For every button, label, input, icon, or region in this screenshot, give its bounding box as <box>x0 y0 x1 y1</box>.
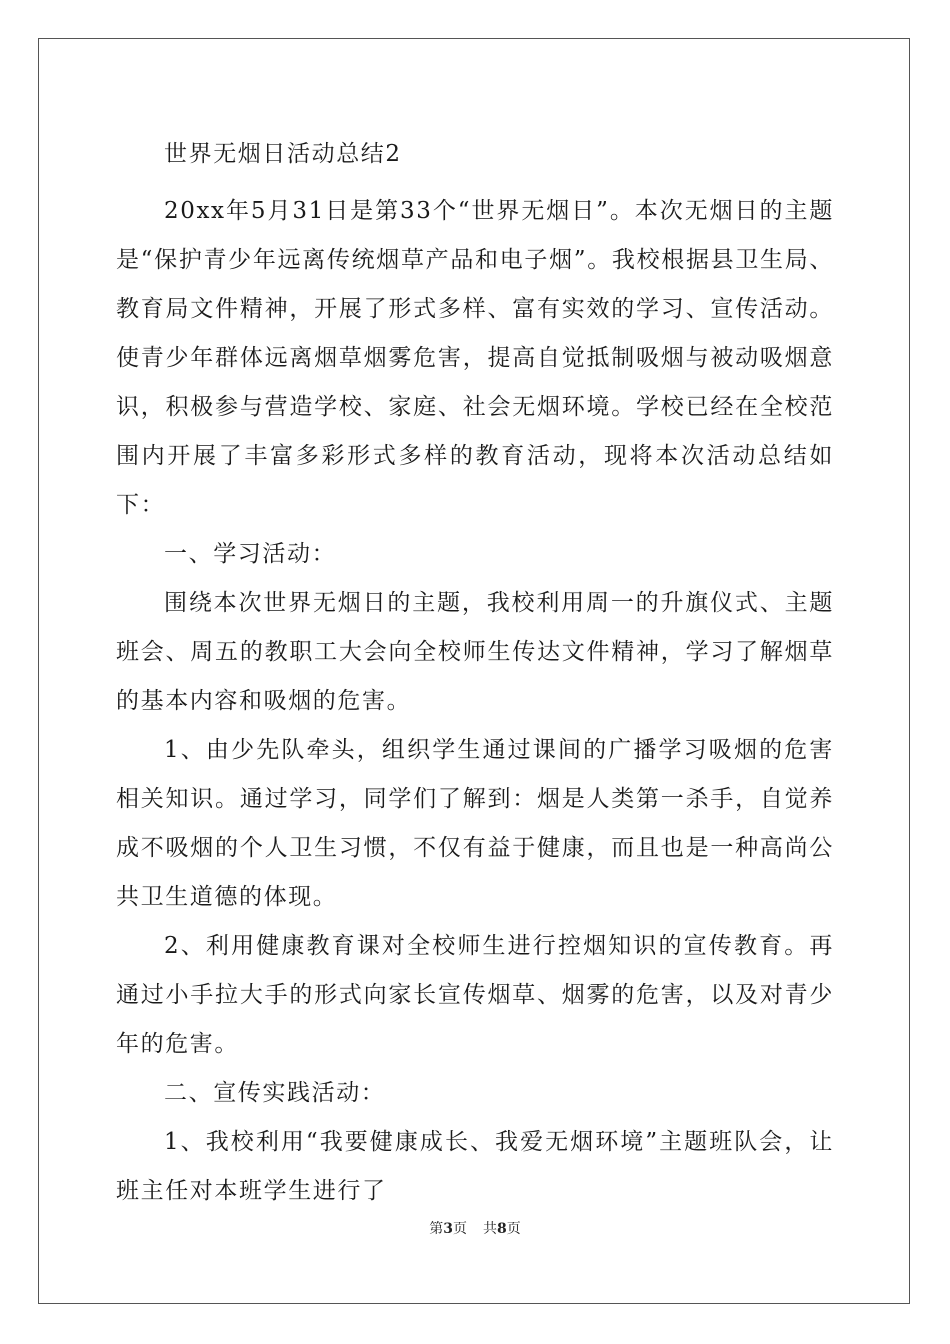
page-suffix: 页 <box>453 1221 467 1237</box>
page-footer <box>0 1218 950 1238</box>
page-current: 3 <box>443 1221 453 1237</box>
paragraph-intro: 20xx年5月31日是第33个“世界无烟日”。本次无烟日的主题是“保护青少年远离传统烟草产品和电子烟”。我校根据县卫生局、教育局文件精神，开展了形式多样、富有实效的学习、宣传活动。使青少年群体远离烟草烟雾危害，提高自觉抵制吸烟与被动吸烟意识，积极参与营造学校、家庭、社会无烟环境。学校已经在全校范围内开展了丰富多彩形式多样的教育活动，现将本次活动总结如下： <box>116 198 834 518</box>
total-prefix: 共 <box>483 1221 497 1237</box>
section-heading-study: 一、学习活动： <box>164 541 337 567</box>
section-heading-practice: 二、宣传实践活动： <box>164 1080 386 1106</box>
page-total: 8 <box>497 1221 507 1237</box>
paragraph-study: 围绕本次世界无烟日的主题，我校利用周一的升旗仪式、主题班会、周五的教职工大会向全校师生传达文件精神，学习了解烟草的基本内容和吸烟的危害。 <box>116 590 834 714</box>
paragraph-item-2: 2、利用健康教育课对全校师生进行控烟知识的宣传教育。再通过小手拉大手的形式向家长宣传烟草、烟雾的危害，以及对青少年的危害。 <box>116 933 834 1057</box>
paragraph-item-1: 1、由少先队牵头，组织学生通过课间的广播学习吸烟的危害相关知识。通过学习，同学们了解到：烟是人类第一杀手，自觉养成不吸烟的个人卫生习惯，不仅有益于健康，而且也是一种高尚公共卫生道德的体现。 <box>116 737 834 910</box>
total-suffix: 页 <box>506 1221 521 1237</box>
paragraph-practice-1: 1、我校利用“我要健康成长、我爱无烟环境”主题班队会，让班主任对本班学生进行了 <box>116 1129 834 1204</box>
document-title: 世界无烟日活动总结2 <box>164 141 402 167</box>
document-body <box>116 130 834 1216</box>
page-prefix: 第 <box>429 1221 444 1237</box>
